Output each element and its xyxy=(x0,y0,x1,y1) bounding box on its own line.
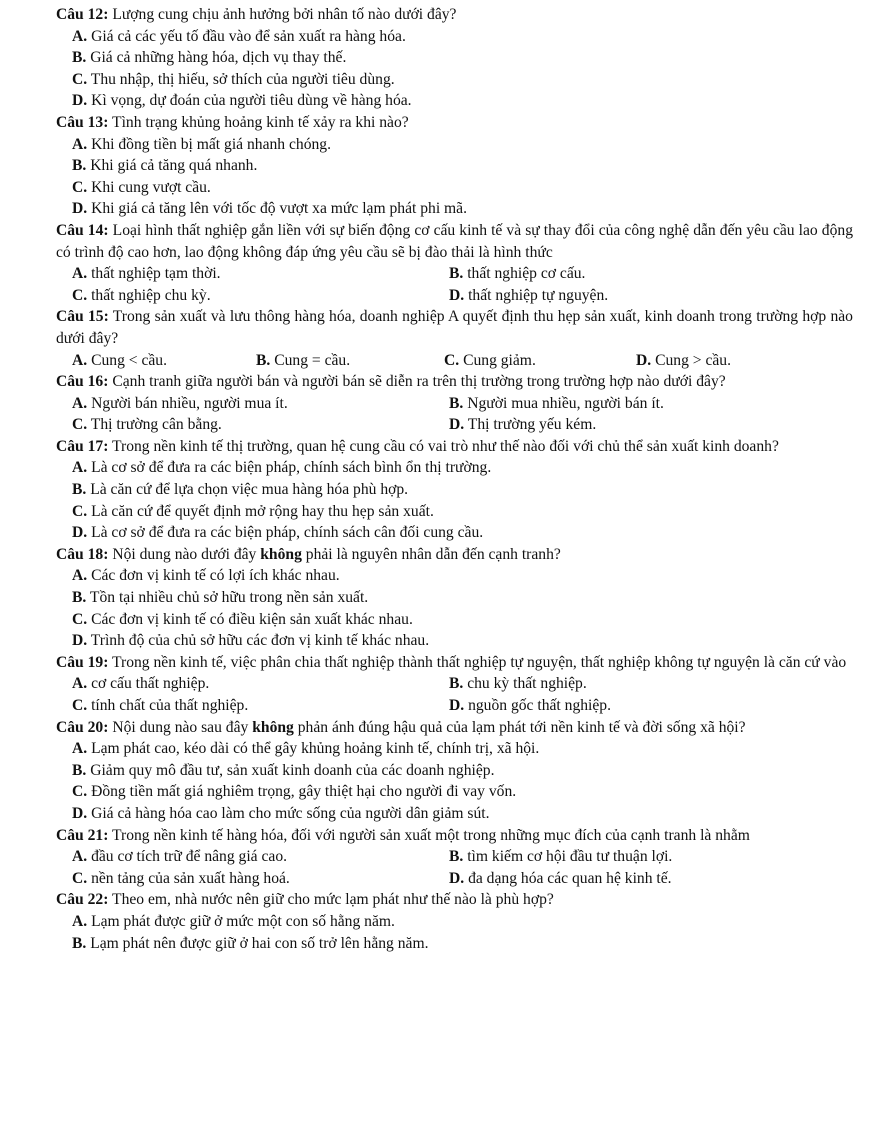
option-c[interactable]: C. thất nghiệp chu kỳ. xyxy=(72,286,211,304)
question-number: Câu 18: xyxy=(56,545,109,563)
question-number: Câu 19: xyxy=(56,653,109,671)
option-grid xyxy=(56,846,853,889)
question-number: Câu 12: xyxy=(56,6,109,23)
option-c[interactable]: C. Khi cung vượt cầu. xyxy=(72,178,211,196)
emphasis-word: không xyxy=(260,545,302,563)
option-b[interactable]: B. Tồn tại nhiều chủ sở hữu trong nền sản xuất. xyxy=(72,589,369,607)
option-a[interactable]: A. Các đơn vị kinh tế có lợi ích khác nhau. xyxy=(72,567,340,585)
option-b[interactable]: B. Là căn cứ để lựa chọn việc mua hàng hóa phù hợp. xyxy=(72,481,409,499)
question-stem xyxy=(56,4,853,26)
option-d[interactable]: D. đa dạng hóa các quan hệ kinh tế. xyxy=(449,869,672,887)
option-grid xyxy=(56,263,853,306)
option-a[interactable]: A. thất nghiệp tạm thời. xyxy=(72,265,221,283)
option-c[interactable]: C. tính chất của thất nghiệp. xyxy=(72,697,249,714)
question-text: Loại hình thất nghiệp gắn liền với sự biến động cơ cấu kinh tế và sự thay đổi của công nghệ dẫn đến yêu cầu lao động có trình độ cao hơn, lao động không đáp ứng yêu cầu sẽ bị đào thải là hình thức xyxy=(56,221,853,261)
question-stem xyxy=(56,889,853,911)
question-stem xyxy=(56,112,853,134)
option-grid xyxy=(56,673,853,716)
option-b[interactable]: B. chu kỳ thất nghiệp. xyxy=(449,675,587,693)
option-c[interactable]: C. Các đơn vị kinh tế có điều kiện sản xuất khác nhau. xyxy=(72,610,413,628)
question-number: Câu 21: xyxy=(56,826,109,844)
question-18 xyxy=(56,544,853,652)
question-stem xyxy=(56,825,853,847)
option-b[interactable]: B. Cung = cầu. xyxy=(256,351,351,369)
question-text: Nội dung nào sau đây xyxy=(108,718,253,736)
question-stem xyxy=(56,306,853,349)
option-d[interactable]: D. Cung > cầu. xyxy=(636,351,731,369)
option-c[interactable]: C. Cung giảm. xyxy=(444,351,536,369)
option-d[interactable]: D. Là cơ sở để đưa ra các biện pháp, chính sách cân đối cung cầu. xyxy=(72,524,484,542)
question-14 xyxy=(56,220,853,306)
question-stem xyxy=(56,220,853,263)
question-text: Cạnh tranh giữa người bán và người bán sẽ diễn ra trên thị trường trong trường hợp nào dưới đây? xyxy=(108,373,726,391)
question-13 xyxy=(56,112,853,220)
option-b[interactable]: B. Giảm quy mô đầu tư, sản xuất kinh doanh của các doanh nghiệp. xyxy=(72,761,495,779)
question-stem xyxy=(56,371,853,393)
question-21 xyxy=(56,825,853,890)
question-22 xyxy=(56,889,853,954)
option-a[interactable]: A. cơ cấu thất nghiệp. xyxy=(72,675,210,693)
question-text: Trong nền kinh tế hàng hóa, đối với người sản xuất một trong những mục đích của cạnh tranh là nhằm xyxy=(108,826,750,844)
question-number: Câu 15: xyxy=(56,308,109,326)
question-15 xyxy=(56,306,853,371)
question-number: Câu 16: xyxy=(56,373,109,391)
question-number: Câu 13: xyxy=(56,113,109,131)
question-19 xyxy=(56,652,853,717)
option-b[interactable]: B. thất nghiệp cơ cấu. xyxy=(449,265,586,283)
option-d[interactable]: D. Trình độ của chủ sở hữu các đơn vị kinh tế khác nhau. xyxy=(72,632,430,650)
option-d[interactable]: D. Thị trường yếu kém. xyxy=(449,416,597,434)
question-16 xyxy=(56,371,853,436)
option-b[interactable]: B. tìm kiếm cơ hội đầu tư thuận lợi. xyxy=(449,848,673,866)
option-d[interactable]: D. Khi giá cả tăng lên với tốc độ vượt xa mức lạm phát phi mã. xyxy=(72,200,468,218)
question-text-end: phải là nguyên nhân dẫn đến cạnh tranh? xyxy=(301,545,561,563)
option-d[interactable]: D. thất nghiệp tự nguyện. xyxy=(449,286,609,304)
option-c[interactable]: C. Thu nhập, thị hiếu, sở thích của người tiêu dùng. xyxy=(72,70,395,88)
option-c[interactable]: C. nền tảng của sản xuất hàng hoá. xyxy=(72,869,290,887)
question-number: Câu 20: xyxy=(56,718,109,736)
question-text: Theo em, nhà nước nên giữ cho mức lạm phát như thế nào là phù hợp? xyxy=(108,891,554,909)
question-text: Tình trạng khủng hoảng kinh tế xảy ra khi nào? xyxy=(108,113,409,131)
option-grid xyxy=(56,350,853,372)
option-c[interactable]: C. Thị trường cân bằng. xyxy=(72,416,222,434)
option-d[interactable]: D. nguồn gốc thất nghiệp. xyxy=(449,697,611,714)
option-c[interactable]: C. Là căn cứ để quyết định mở rộng hay thu hẹp sản xuất. xyxy=(72,502,434,520)
question-stem xyxy=(56,717,853,739)
question-number: Câu 17: xyxy=(56,437,109,455)
question-stem xyxy=(56,436,853,458)
question-stem xyxy=(56,544,853,566)
question-text: Nội dung nào dưới đây xyxy=(108,545,261,563)
option-b[interactable]: B. Giá cả những hàng hóa, dịch vụ thay thế. xyxy=(72,49,347,67)
option-b[interactable]: B. Lạm phát nên được giữ ở hai con số trở lên hằng năm. xyxy=(72,934,429,952)
emphasis-word: không xyxy=(252,718,294,736)
question-20 xyxy=(56,717,853,825)
option-a[interactable]: A. Giá cả các yếu tố đầu vào để sản xuất ra hàng hóa. xyxy=(72,27,406,45)
option-grid xyxy=(56,393,853,436)
option-a[interactable]: A. đầu cơ tích trữ để nâng giá cao. xyxy=(72,848,288,866)
question-number: Câu 14: xyxy=(56,221,109,239)
option-d[interactable]: D. Giá cả hàng hóa cao làm cho mức sống của người dân giảm sút. xyxy=(72,804,490,822)
question-12 xyxy=(56,4,853,112)
question-number: Câu 22: xyxy=(56,891,109,909)
question-text: Trong nền kinh tế thị trường, quan hệ cung cầu có vai trò như thế nào đối với chủ thể sản xuất kinh doanh? xyxy=(108,437,779,455)
option-c[interactable]: C. Đồng tiền mất giá nghiêm trọng, gây thiệt hại cho người đi vay vốn. xyxy=(72,783,517,801)
option-a[interactable]: A. Lạm phát được giữ ở mức một con số hằng năm. xyxy=(72,912,395,930)
question-stem xyxy=(56,652,853,674)
option-a[interactable]: A. Là cơ sở để đưa ra các biện pháp, chính sách bình ổn thị trường. xyxy=(72,459,492,477)
option-a[interactable]: A. Lạm phát cao, kéo dài có thể gây khủng hoảng kinh tế, chính trị, xã hội. xyxy=(72,740,540,758)
option-b[interactable]: B. Người mua nhiều, người bán ít. xyxy=(449,394,664,412)
question-17 xyxy=(56,436,853,544)
option-a[interactable]: A. Người bán nhiều, người mua ít. xyxy=(72,394,288,412)
question-text-end: phản ánh đúng hậu quả của lạm phát tới nền kinh tế và đời sống xã hội? xyxy=(293,718,746,736)
question-text: Trong sản xuất và lưu thông hàng hóa, doanh nghiệp A quyết định thu hẹp sản xuất, kinh doanh trong trường hợp nào dưới đây? xyxy=(56,308,853,347)
option-d[interactable]: D. Kì vọng, dự đoán của người tiêu dùng về hàng hóa. xyxy=(72,92,412,110)
option-b[interactable]: B. Khi giá cả tăng quá nhanh. xyxy=(72,157,258,175)
option-a[interactable]: A. Cung < cầu. xyxy=(72,351,167,369)
question-text: Trong nền kinh tế, việc phân chia thất nghiệp thành thất nghiệp tự nguyện, thất nghiệp không tự nguyện là căn cứ vào xyxy=(108,653,847,671)
question-text: Lượng cung chịu ảnh hưởng bởi nhân tố nào dưới đây? xyxy=(108,6,457,23)
option-a[interactable]: A. Khi đồng tiền bị mất giá nhanh chóng. xyxy=(72,135,331,153)
